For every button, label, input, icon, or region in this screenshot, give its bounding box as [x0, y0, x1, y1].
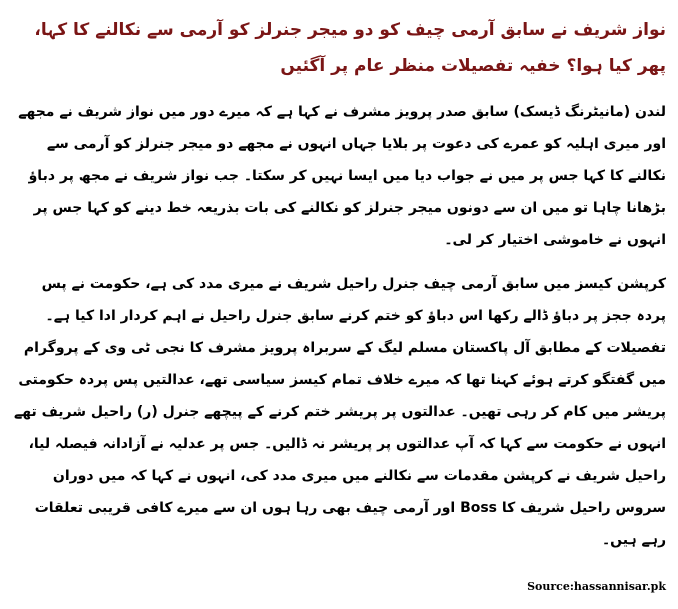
- article-paragraph-2: کرپشن کیسز میں سابق آرمی چیف جنرل راحیل شریف نے میری مدد کی ہے، حکومت نے پس پردہ ججز پر دباؤ ڈالے رکھا اس دباؤ کو ختم کرنے سابق جنرل راحیل نے اہم کردار ادا کیا ہے۔ تفصیلات کے مطابق آل پاکستان مسلم لیگ کے سربراہ پرویز مشرف کا نجی ٹی وی کے پروگرام میں گفتگو کرتے ہوئے کہنا تھا کہ میرے خلاف تمام کیسز سیاسی تھے، عدالتیں پس پردہ حکومتی پریشر میں کام کر رہی تھیں۔ عدالتوں پر پریشر ختم کرنے کے پیچھے جنرل (ر) راحیل شریف تھے انہوں نے حکومت سے کہا کہ آپ عدالتوں پر پریشر نہ ڈالیں۔ جس پر عدلیہ نے آزادانہ فیصلہ لیا، راحیل شریف نے کرپشن مقدمات سے نکالنے میں میری مدد کی، انہوں نے کہا کہ میں دوران سروس راحیل شریف کا Boss اور آرمی چیف بھی رہا ہوں ان سے میرے کافی قریبی تعلقات رہے ہیں۔: [14, 276, 666, 548]
- article-paragraph-1: لندن (مانیٹرنگ ڈیسک) سابق صدر پرویز مشرف نے کہا ہے کہ میرے دور میں نواز شریف نے مجھے اور میری اہلیہ کو عمرے کی دعوت پر بلایا جہاں انہوں نے مجھے دو میجر جنرلز کو آرمی سے نکالنے کا کہا جس پر میں نے جواب دیا میں ایسا نہیں کر سکتا۔ جب نواز شریف نے مجھ پر دباؤ بڑھانا چاہا تو میں ان سے دونوں میجر جنرلز کو نکالنے کی بات بذریعہ خط دینے کو کہا جس پر انہوں نے خاموشی اختیار کر لی۔: [18, 104, 666, 248]
- article-headline: نواز شریف نے سابق آرمی چیف کو دو میجر جنرلز کو آرمی سے نکالنے کا کہا، پھر کیا ہوا؟ خفیہ تفصیلات منظر عام پر آگئیں: [34, 20, 666, 76]
- source-credit: Source:hassannisar.pk: [527, 580, 666, 593]
- news-article: [10, 12, 666, 556]
